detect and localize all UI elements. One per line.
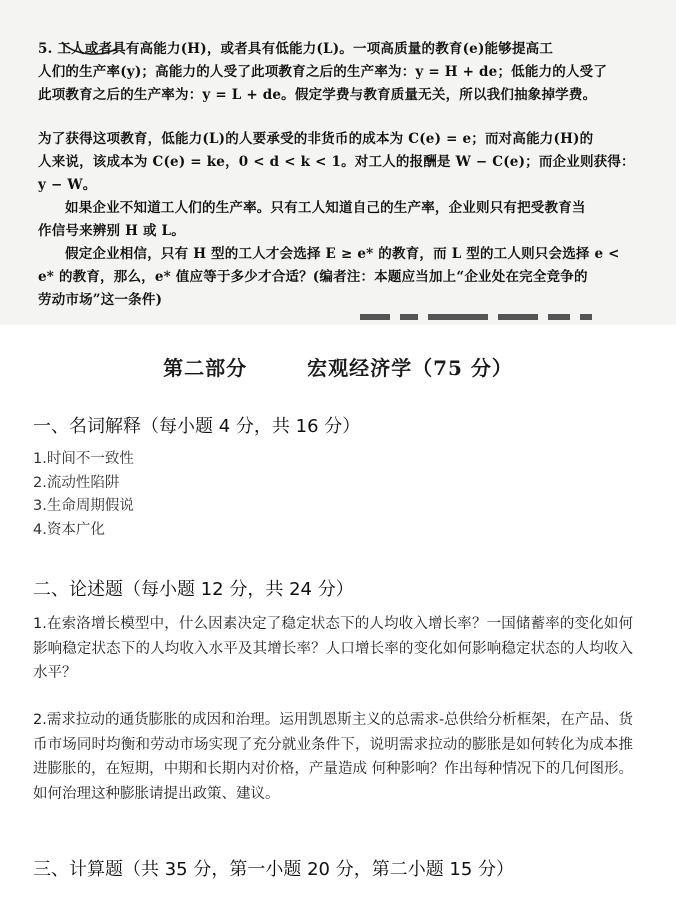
q5-line: 人们的生产率(y)；高能力的人受了此项教育之后的生产率为：y = H + de；低能力的人受了 <box>38 64 608 80</box>
part-title <box>0 352 676 381</box>
list-item: 2.流动性陷阱 <box>33 474 120 491</box>
scan-line: 假定企业相信，只有 H 型的工人才会选择 E ≥ e* 的教育，而 L 型的工人则只会选择 e < <box>65 246 620 262</box>
scan-line: y − W。 <box>38 177 97 193</box>
q5-line: 5. 工人或者具有高能力(H)，或者具有低能力(L)。一项高质量的教育(e)能够提高工 <box>38 41 554 57</box>
section-heading-calculation: 三、计算题（共 35 分，第一小题 20 分，第二小题 15 分） <box>33 859 515 880</box>
scanned-excerpt <box>0 0 676 325</box>
scan-line: 作信号来辨别 H 或 L。 <box>38 223 185 239</box>
part-number: 第二部分 <box>163 356 248 380</box>
essay-question-1: 1.在索洛增长模型中，什么因素决定了稳定状态下的人均收入增长率？一国储蓄率的变化如何影响稳定状态下的人均收入水平及其增长率？人口增长率的变化如何影响稳定状态的人均收入水平？ <box>33 616 633 681</box>
essay-question-2: 2.需求拉动的通货膨胀的成因和治理。运用凯恩斯主义的总需求-总供给分析框架，在产品、货币市场同时均衡和劳动市场实现了充分就业条件下，说明需求拉动的膨胀是如何转化为成本推进膨胀的，在短期，中期和长期内对价格，产量造成 何种影响？作出每种情况下的几何图形。如何治理这种膨胀请提出政策、建议。 <box>33 712 633 802</box>
scan-line: e* 的教育，那么，e* 值应等于多少才合适？(编者注：本题应当加上“企业处在完全竞争的 <box>38 269 588 285</box>
part-subject: 宏观经济学（75 分） <box>307 356 513 380</box>
cropped-text-remnant <box>360 314 640 322</box>
scan-line: 人来说，该成本为 C(e) = ke，0 < d < k < 1。对工人的报酬是 W − C(e)；而企业则获得： <box>38 154 635 170</box>
question-5-continued <box>38 128 648 312</box>
scan-line: 劳动市场”这一条件) <box>38 292 163 308</box>
question-5 <box>38 38 648 107</box>
scan-line: 如果企业不知道工人们的生产率。只有工人知道自己的生产率，企业则只有把受教育当 <box>65 200 586 216</box>
definitions-list <box>33 448 134 542</box>
scan-line: 为了获得这项教育，低能力(L)的人要承受的非货币的成本为 C(e) = e；而对高能力(H)的 <box>38 131 594 147</box>
section-heading-definitions: 一、名词解释（每小题 4 分，共 16 分） <box>33 416 361 437</box>
list-item: 4.资本广化 <box>33 521 105 538</box>
list-item: 3.生命周期假说 <box>33 498 134 514</box>
list-item: 1.时间不一致性 <box>33 451 134 467</box>
q5-line: 此项教育之后的生产率为：y = L + de。假定学费与教育质量无关，所以我们抽象掉学费。 <box>38 87 597 103</box>
section-heading-essay: 二、论述题（每小题 12 分，共 24 分） <box>33 579 354 600</box>
